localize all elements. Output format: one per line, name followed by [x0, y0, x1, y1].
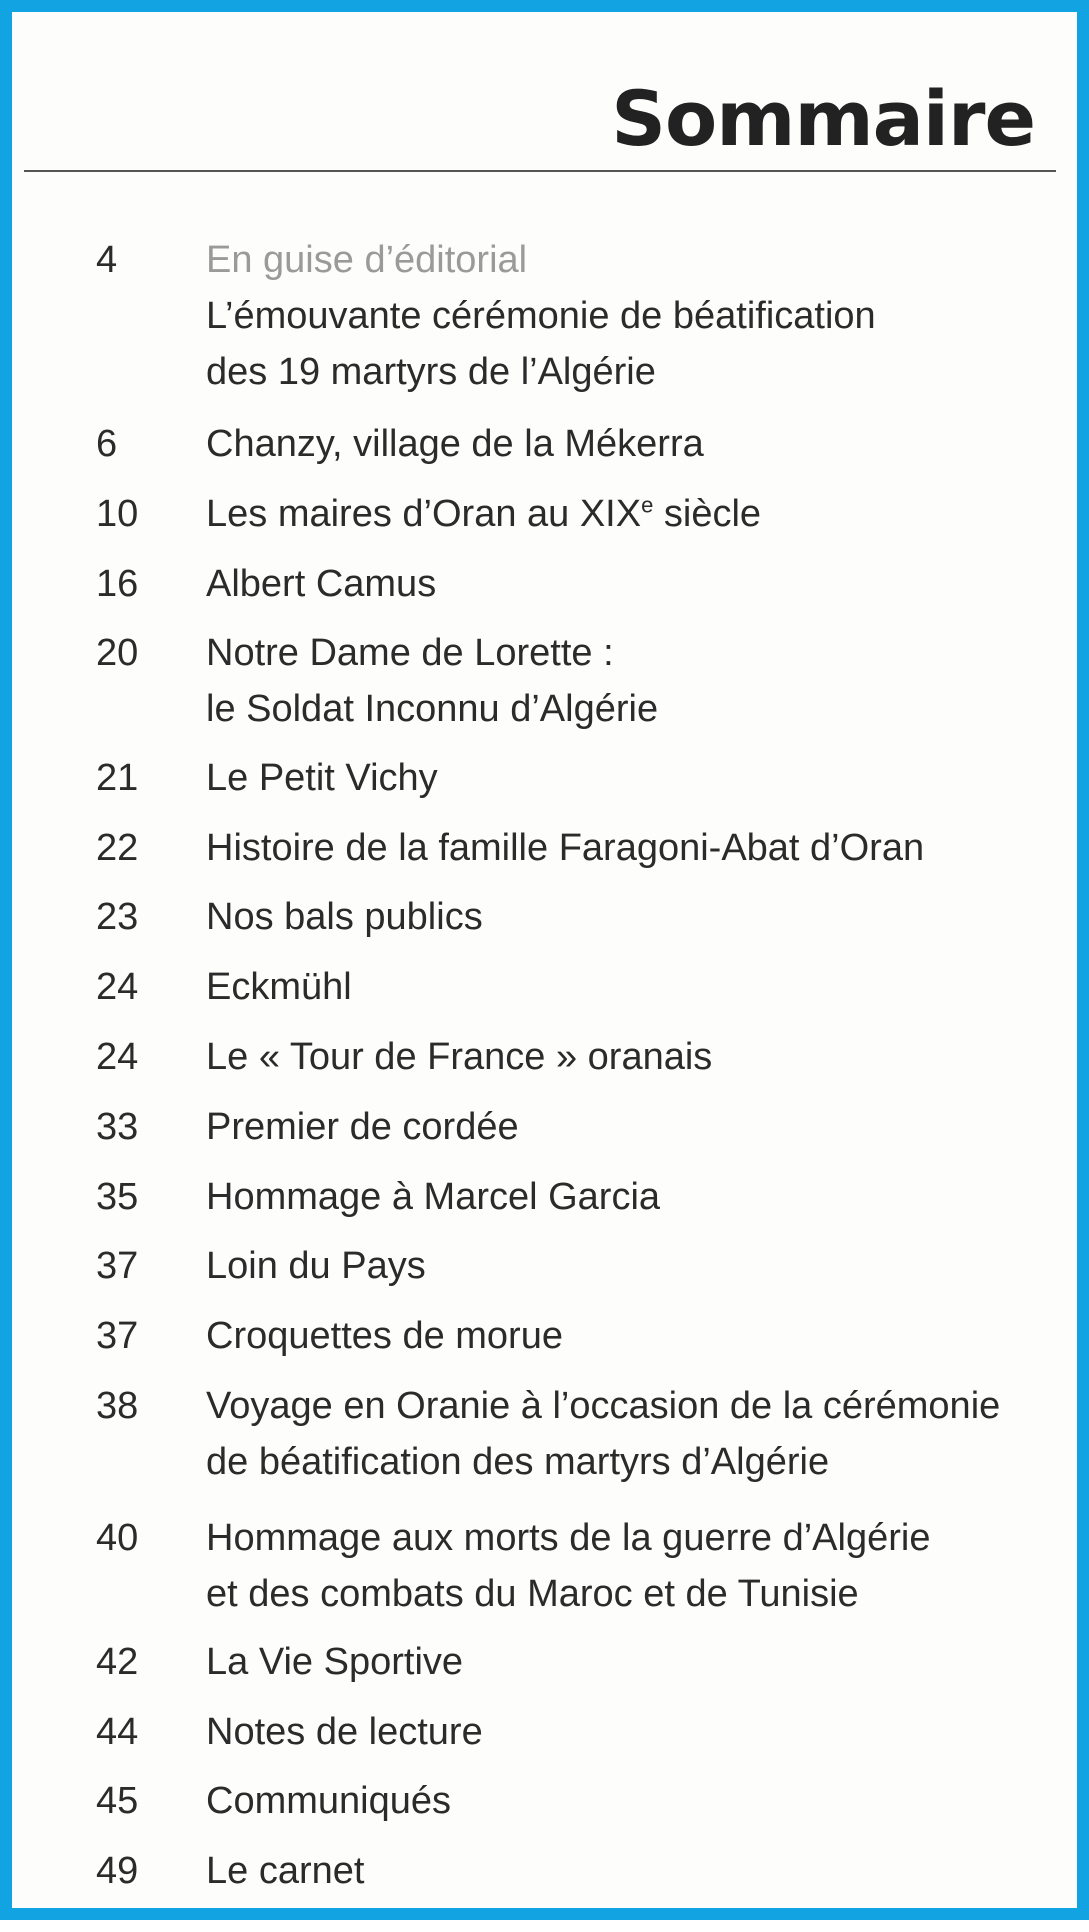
- toc-page-number: 21: [96, 757, 139, 799]
- toc-entry-line: L’émouvante cérémonie de béatification: [206, 295, 876, 337]
- toc-entry-title: [206, 750, 1066, 806]
- toc-page-number: 4: [96, 239, 118, 281]
- toc-entry-suffix: siècle: [653, 493, 762, 535]
- toc-entry-title: [206, 556, 1066, 612]
- toc-entry-line: Le carnet: [206, 1850, 365, 1892]
- toc-entry-text: Les maires d’Oran au XIX: [206, 493, 642, 535]
- toc-entry-title: [206, 1510, 1066, 1622]
- toc-entry-title: [206, 1308, 1066, 1364]
- toc-page-number: 23: [96, 896, 139, 938]
- toc-entry-line: Premier de cordée: [206, 1106, 519, 1148]
- toc-entry-line: Croquettes de morue: [206, 1315, 563, 1357]
- toc-page-number: 22: [96, 827, 139, 869]
- toc-entry-title: [206, 1634, 1066, 1690]
- superscript: e: [641, 492, 654, 518]
- toc-entry-title: [206, 1029, 1066, 1085]
- toc-entry-title: [206, 1704, 1066, 1760]
- toc-page-number: 44: [96, 1711, 139, 1753]
- toc-entry-line: Loin du Pays: [206, 1245, 426, 1287]
- toc-entry-title: [206, 889, 1066, 945]
- toc-entry-kicker: En guise d’éditorial: [206, 239, 528, 281]
- toc-entry-title: [206, 232, 1066, 400]
- toc-entry-line: Voyage en Oranie à l’occasion de la cérémonie: [206, 1385, 1001, 1427]
- toc-entry-line: Eckmühl: [206, 966, 352, 1008]
- toc-entry-line: Hommage à Marcel Garcia: [206, 1176, 661, 1218]
- toc-page-number: 40: [96, 1517, 139, 1559]
- toc-entry-title: [206, 820, 1066, 876]
- toc-entry-line: La Vie Sportive: [206, 1641, 464, 1683]
- toc-entry-title: [206, 1099, 1066, 1155]
- toc-entry-line: Albert Camus: [206, 563, 437, 605]
- toc-page-number: 37: [96, 1245, 139, 1287]
- toc-entry-title: [206, 1843, 1066, 1899]
- toc-page-number: 33: [96, 1106, 139, 1148]
- toc-page-number: 20: [96, 632, 139, 674]
- toc-page-number: 42: [96, 1641, 139, 1683]
- toc-entry-line: Notes de lecture: [206, 1711, 483, 1753]
- toc-page-number: 24: [96, 1036, 139, 1078]
- toc-page-number: 35: [96, 1176, 139, 1218]
- toc-entry-line: [206, 486, 1066, 542]
- toc-entry-line: Le Petit Vichy: [206, 757, 438, 799]
- toc-entry-title: [206, 486, 1066, 542]
- toc-page-number: 24: [96, 966, 139, 1008]
- toc-entry-line: et des combats du Maroc et de Tunisie: [206, 1573, 859, 1615]
- toc-entry-line: des 19 martyrs de l’Algérie: [206, 351, 656, 393]
- page-title: Sommaire: [611, 74, 1035, 163]
- toc-entry-title: [206, 1169, 1066, 1225]
- toc-entry-line: le Soldat Inconnu d’Algérie: [206, 688, 659, 730]
- toc-page-number: 49: [96, 1850, 139, 1892]
- toc-entry-title: [206, 1238, 1066, 1294]
- toc-entry-line: Histoire de la famille Faragoni-Abat d’Oran: [206, 827, 925, 869]
- toc-entry-line: Chanzy, village de la Mékerra: [206, 423, 704, 465]
- toc-entry-title: [206, 1378, 1066, 1490]
- toc-entry-line: Notre Dame de Lorette :: [206, 632, 614, 674]
- toc-page-number: 10: [96, 493, 139, 535]
- toc-page-number: 16: [96, 563, 139, 605]
- toc-page-number: 45: [96, 1780, 139, 1822]
- toc-entry-title: [206, 416, 1066, 472]
- toc-entry-line: Hommage aux morts de la guerre d’Algérie: [206, 1517, 931, 1559]
- table-of-contents: [12, 12, 1089, 1932]
- toc-entry-line: Le « Tour de France » oranais: [206, 1036, 713, 1078]
- toc-entry-line: de béatification des martyrs d’Algérie: [206, 1441, 830, 1483]
- toc-page-number: 38: [96, 1385, 139, 1427]
- toc-entry-title: [206, 1773, 1066, 1829]
- toc-page-number: 6: [96, 423, 118, 465]
- toc-entry-line: Nos bals publics: [206, 896, 483, 938]
- toc-entry-title: [206, 959, 1066, 1015]
- toc-entry-line: Communiqués: [206, 1780, 451, 1822]
- toc-entry-title: [206, 625, 1066, 737]
- toc-page-number: 37: [96, 1315, 139, 1357]
